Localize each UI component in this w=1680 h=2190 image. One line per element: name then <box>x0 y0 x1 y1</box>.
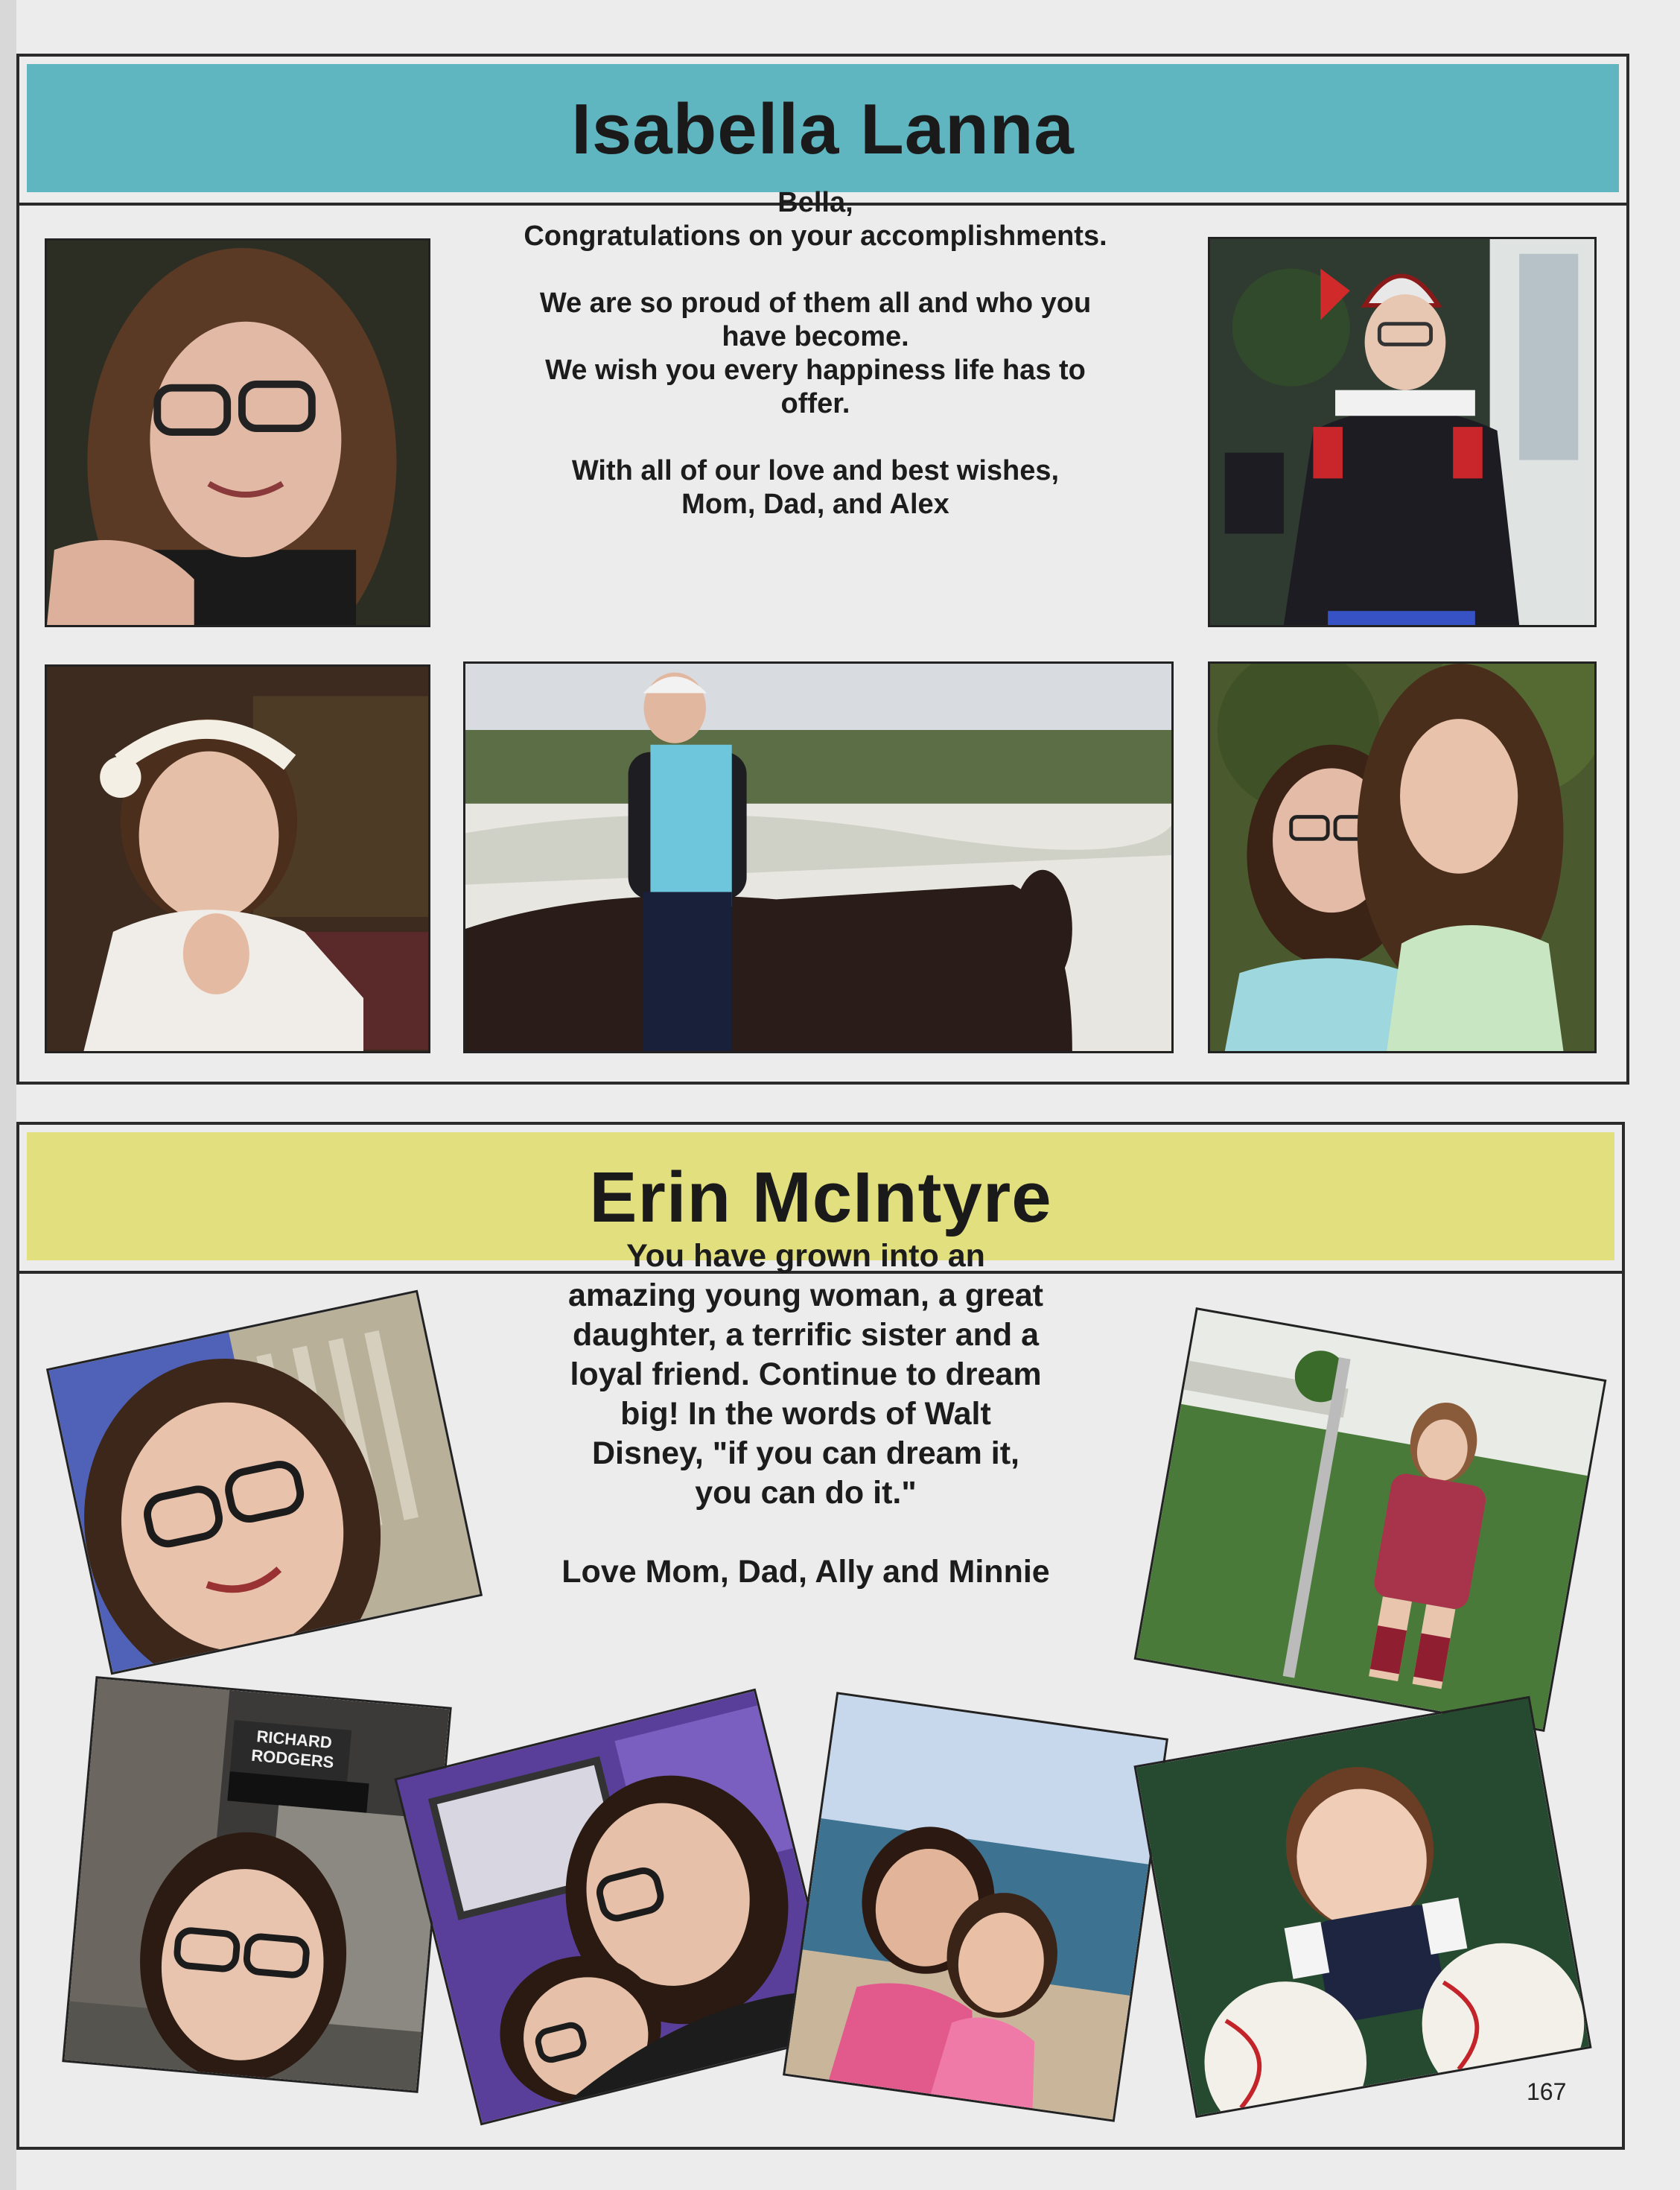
baby-baseball-photo <box>1133 1696 1591 2118</box>
childhood-photo <box>45 664 430 1053</box>
page-number: 167 <box>1527 2078 1567 2105</box>
broadway-selfie-photo <box>62 1676 451 2093</box>
portrait-photo <box>45 238 430 627</box>
name-banner <box>19 57 1626 206</box>
student-name: Isabella Lanna <box>571 89 1075 169</box>
horseback-riding-photo <box>463 661 1174 1053</box>
theater-sign: RICHARD RODGERS <box>250 1727 335 1772</box>
page-binding-edge <box>0 0 16 2190</box>
tribute-message: You have grown into an amazing young woman, a great daughter, a terrific sister and a loyal friend. Continue to dream big! In the words of Walt Disney, "if you can dream it, you can do it." Love Mom, Dad, Ally and Minnie <box>561 1238 1050 1590</box>
tribute-message: Bella, Congratulations on your accomplishments. We are so proud of them all and who you have become. We wish you every happiness life has to offer. With all of our love and best wishes, Mom, Dad, and Alex <box>524 187 1107 520</box>
beach-sisters-photo <box>783 1692 1168 2122</box>
student-name: Erin McIntyre <box>589 1158 1052 1237</box>
sisters-photo <box>1208 661 1597 1053</box>
soccer-photo <box>1134 1307 1607 1732</box>
winter-photo <box>1208 237 1597 627</box>
